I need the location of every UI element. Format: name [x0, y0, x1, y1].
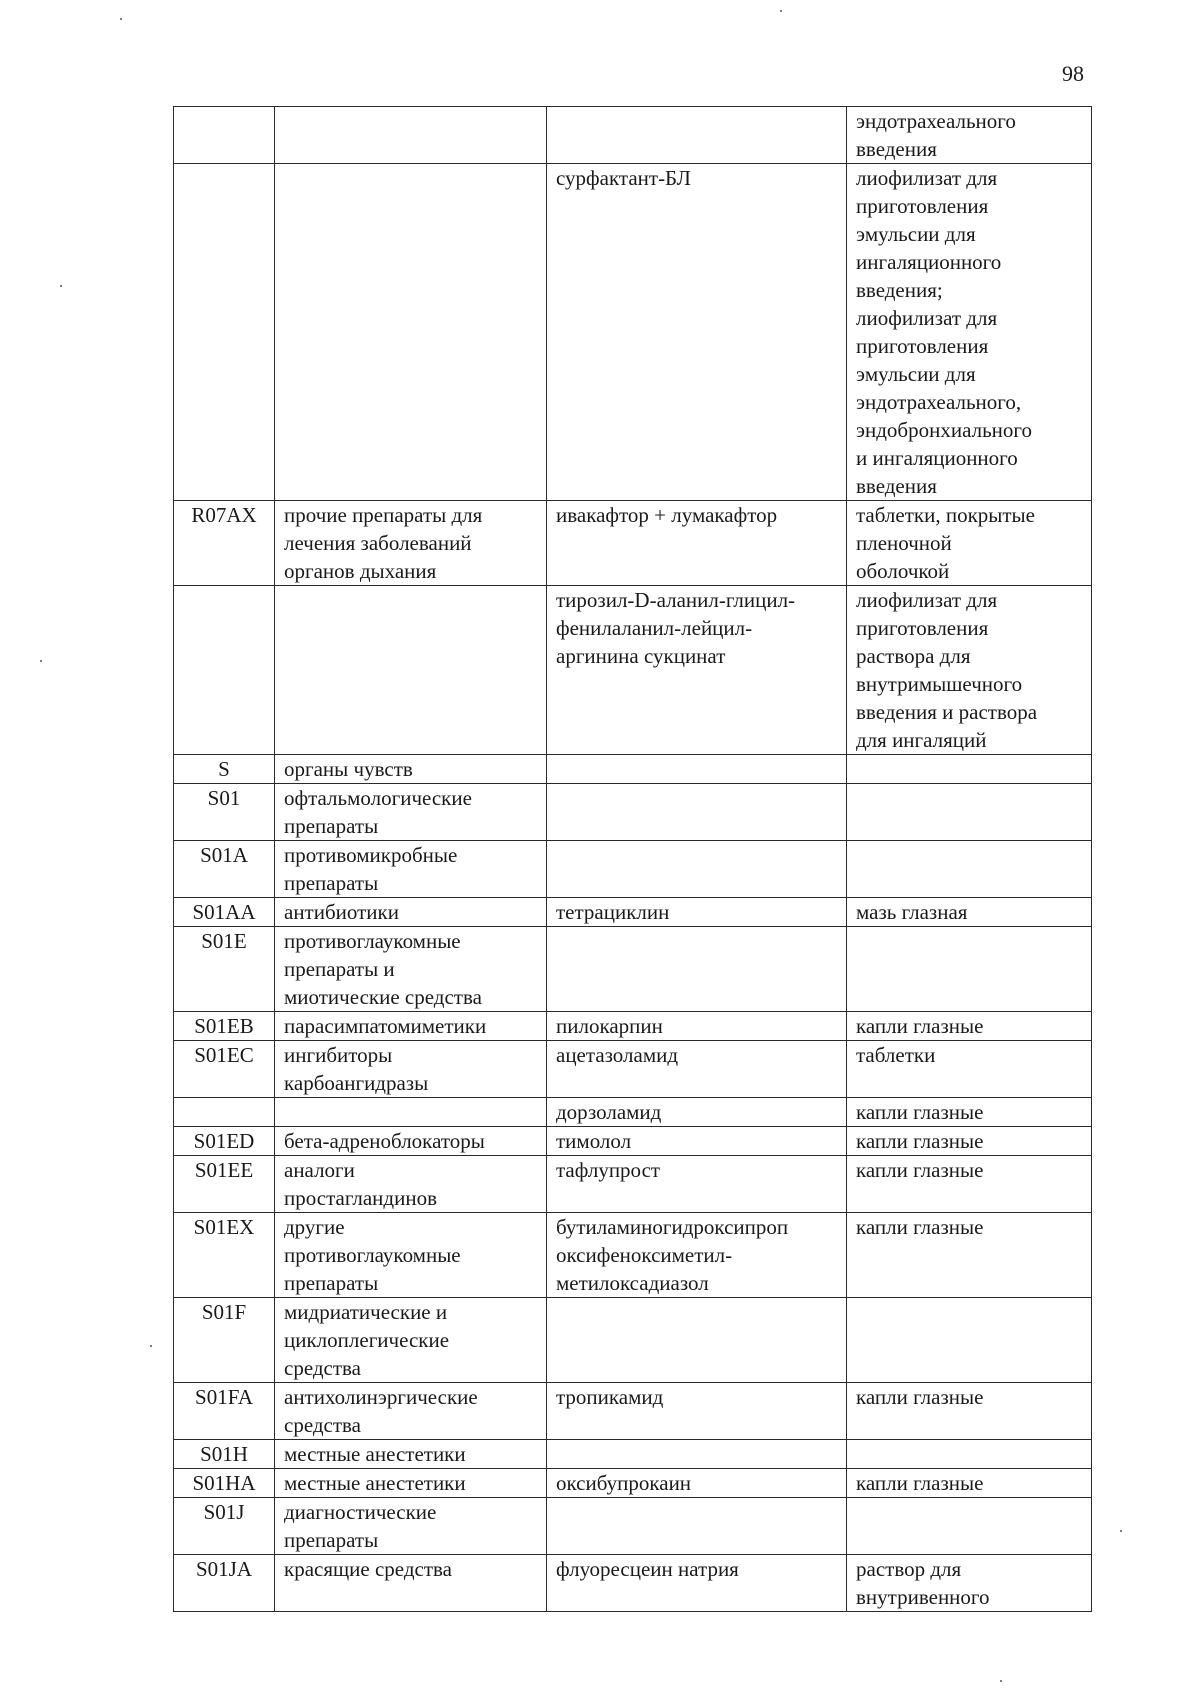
cell-code: S01HA	[174, 1469, 275, 1498]
cell-dosage-form: таблетки	[847, 1041, 1092, 1098]
scan-speck	[1000, 1680, 1002, 1682]
cell-group: противомикробные препараты	[275, 841, 547, 898]
table-row	[174, 841, 1092, 898]
cell-code: S01JA	[174, 1555, 275, 1612]
cell-drug-name	[547, 755, 847, 784]
cell-group: органы чувств	[275, 755, 547, 784]
cell-drug-name: дорзоламид	[547, 1098, 847, 1127]
cell-code	[174, 1098, 275, 1127]
cell-code	[174, 586, 275, 755]
cell-dosage-form	[847, 1298, 1092, 1383]
cell-code: S01F	[174, 1298, 275, 1383]
scan-speck	[150, 1345, 152, 1347]
table-row	[174, 1298, 1092, 1383]
cell-drug-name: пилокарпин	[547, 1012, 847, 1041]
cell-code: S01	[174, 784, 275, 841]
cell-group: аналоги простагландинов	[275, 1156, 547, 1213]
table-row	[174, 1383, 1092, 1440]
cell-drug-name: сурфактант-БЛ	[547, 164, 847, 501]
cell-dosage-form: капли глазные	[847, 1098, 1092, 1127]
cell-drug-name	[547, 784, 847, 841]
cell-code: S01J	[174, 1498, 275, 1555]
cell-code: S01EX	[174, 1213, 275, 1298]
cell-dosage-form	[847, 784, 1092, 841]
cell-group: другие противоглаукомные препараты	[275, 1213, 547, 1298]
page-number: 98	[1062, 61, 1084, 86]
cell-code: S	[174, 755, 275, 784]
cell-group: противоглаукомные препараты и миотические средства	[275, 927, 547, 1012]
cell-group	[275, 164, 547, 501]
table-row	[174, 927, 1092, 1012]
table-row	[174, 1012, 1092, 1041]
table-row	[174, 501, 1092, 586]
scan-speck	[60, 285, 62, 287]
cell-dosage-form: капли глазные	[847, 1469, 1092, 1498]
cell-group: диагностические препараты	[275, 1498, 547, 1555]
cell-dosage-form	[847, 927, 1092, 1012]
cell-drug-name: тафлупрост	[547, 1156, 847, 1213]
cell-dosage-form: лиофилизат для приготовления раствора для внутримышечного введения и раствора для ингаляций	[847, 586, 1092, 755]
cell-dosage-form: капли глазные	[847, 1383, 1092, 1440]
cell-drug-name: ивакафтор + лумакафтор	[547, 501, 847, 586]
table-row	[174, 1127, 1092, 1156]
cell-group	[275, 586, 547, 755]
cell-drug-name	[547, 1440, 847, 1469]
cell-drug-name	[547, 1298, 847, 1383]
drug-table	[173, 106, 1092, 1612]
cell-group: офтальмологические препараты	[275, 784, 547, 841]
cell-code: S01A	[174, 841, 275, 898]
scan-speck	[1120, 1530, 1122, 1532]
cell-code: S01ED	[174, 1127, 275, 1156]
cell-group: прочие препараты для лечения заболеваний органов дыхания	[275, 501, 547, 586]
table-row	[174, 586, 1092, 755]
cell-dosage-form	[847, 1440, 1092, 1469]
table-row	[174, 1440, 1092, 1469]
cell-drug-name: тетрациклин	[547, 898, 847, 927]
cell-dosage-form: эндотрахеального введения	[847, 107, 1092, 164]
cell-dosage-form	[847, 755, 1092, 784]
cell-code: S01EC	[174, 1041, 275, 1098]
cell-group: антибиотики	[275, 898, 547, 927]
cell-drug-name: флуоресцеин натрия	[547, 1555, 847, 1612]
cell-code: S01EB	[174, 1012, 275, 1041]
table-row	[174, 1156, 1092, 1213]
table-row	[174, 164, 1092, 501]
cell-code: S01FA	[174, 1383, 275, 1440]
cell-group: мидриатические и циклоплегические средства	[275, 1298, 547, 1383]
table-row	[174, 755, 1092, 784]
cell-code	[174, 107, 275, 164]
cell-dosage-form: мазь глазная	[847, 898, 1092, 927]
cell-code: S01EE	[174, 1156, 275, 1213]
table-row	[174, 898, 1092, 927]
cell-drug-name	[547, 107, 847, 164]
cell-group: местные анестетики	[275, 1440, 547, 1469]
cell-drug-name: оксибупрокаин	[547, 1469, 847, 1498]
cell-group: парасимпатомиметики	[275, 1012, 547, 1041]
cell-dosage-form: капли глазные	[847, 1012, 1092, 1041]
table-row	[174, 1498, 1092, 1555]
cell-drug-name	[547, 841, 847, 898]
cell-code: S01AA	[174, 898, 275, 927]
cell-group: красящие средства	[275, 1555, 547, 1612]
cell-drug-name: тропикамид	[547, 1383, 847, 1440]
cell-group: ингибиторы карбоангидразы	[275, 1041, 547, 1098]
cell-drug-name	[547, 1498, 847, 1555]
cell-drug-name: ацетазоламид	[547, 1041, 847, 1098]
cell-group	[275, 1098, 547, 1127]
cell-dosage-form: капли глазные	[847, 1156, 1092, 1213]
table-row	[174, 1469, 1092, 1498]
table-row	[174, 1213, 1092, 1298]
cell-dosage-form	[847, 1498, 1092, 1555]
cell-group	[275, 107, 547, 164]
cell-dosage-form: капли глазные	[847, 1213, 1092, 1298]
cell-dosage-form: таблетки, покрытые пленочной оболочкой	[847, 501, 1092, 586]
cell-group: местные анестетики	[275, 1469, 547, 1498]
cell-dosage-form: капли глазные	[847, 1127, 1092, 1156]
scan-speck	[120, 18, 122, 20]
table-row	[174, 1041, 1092, 1098]
cell-drug-name	[547, 927, 847, 1012]
table-row	[174, 107, 1092, 164]
cell-dosage-form	[847, 841, 1092, 898]
cell-code: S01H	[174, 1440, 275, 1469]
cell-drug-name: бутиламиногидроксипроп оксифеноксиметил- метилоксадиазол	[547, 1213, 847, 1298]
scan-speck	[40, 660, 42, 662]
cell-code: R07AX	[174, 501, 275, 586]
scan-speck	[780, 10, 782, 12]
cell-drug-name: тимолол	[547, 1127, 847, 1156]
cell-drug-name: тирозил-D-аланил-глицил- фенилаланил-лейцил- аргинина сукцинат	[547, 586, 847, 755]
table-row	[174, 1555, 1092, 1612]
table-row	[174, 784, 1092, 841]
cell-code	[174, 164, 275, 501]
cell-code: S01E	[174, 927, 275, 1012]
cell-group: антихолинэргические средства	[275, 1383, 547, 1440]
cell-group: бета-адреноблокаторы	[275, 1127, 547, 1156]
table-row	[174, 1098, 1092, 1127]
cell-dosage-form: лиофилизат для приготовления эмульсии для ингаляционного введения; лиофилизат для приготовления эмульсии для эндотрахеального, эндобронхиального и ингаляционного введения	[847, 164, 1092, 501]
cell-dosage-form: раствор для внутривенного	[847, 1555, 1092, 1612]
